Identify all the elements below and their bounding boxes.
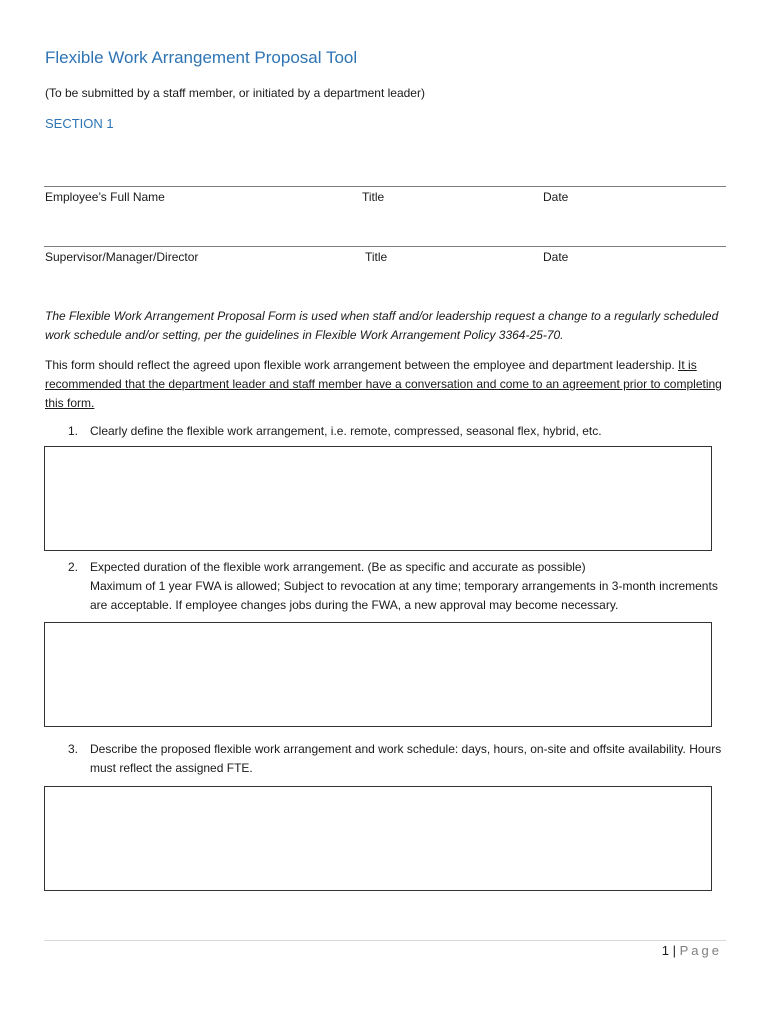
question-1-number: 1.	[68, 424, 79, 438]
employee-title-label: Title	[362, 190, 385, 204]
page-word: Page	[679, 943, 722, 958]
footer-divider	[44, 940, 726, 941]
question-2	[68, 558, 733, 615]
question-2-text: Expected duration of the flexible work arrangement. (Be as specific and accurate as possible)	[90, 560, 586, 574]
employee-date-label: Date	[543, 190, 569, 204]
signature-line-employee[interactable]	[44, 186, 726, 187]
question-2-details: Maximum of 1 year FWA is allowed; Subject to revocation at any time; temporary arrangements in 3-month increments are acceptable. If employee changes jobs during the FWA, a new approval may become necessary.	[90, 579, 718, 612]
form-title: Flexible Work Arrangement Proposal Tool	[45, 48, 358, 67]
page-footer	[662, 943, 722, 958]
answer-box-2[interactable]	[44, 622, 712, 727]
supervisor-title-label: Title	[365, 250, 388, 264]
employee-name-label: Employee’s Full Name	[45, 190, 165, 204]
question-2-number: 2.	[68, 560, 79, 574]
question-3	[68, 740, 733, 778]
question-3-text: Describe the proposed flexible work arrangement and work schedule: days, hours, on-site and offsite availability. Hours must reflect the assigned FTE.	[90, 742, 722, 775]
footer-separator: |	[672, 943, 676, 958]
answer-box-3[interactable]	[44, 786, 712, 891]
section-heading: SECTION 1	[45, 116, 114, 131]
question-3-number: 3.	[68, 742, 79, 756]
answer-box-1[interactable]	[44, 446, 712, 551]
signature-line-supervisor[interactable]	[44, 246, 726, 247]
intro-paragraph: The Flexible Work Arrangement Proposal Form is used when staff and/or leadership request a change to a regularly scheduled work schedule and/or setting, per the guidelines in Flexible Work Arrangement Policy 3364-25-70.	[45, 309, 719, 342]
form-subtitle: (To be submitted by a staff member, or initiated by a department leader)	[45, 86, 425, 100]
guidance-plain-text: This form should reflect the agreed upon flexible work arrangement between the employee and department leadership.	[45, 358, 675, 372]
question-1-text: Clearly define the flexible work arrangement, i.e. remote, compressed, seasonal flex, hybrid, etc.	[90, 424, 602, 438]
guidance-paragraph	[45, 356, 735, 413]
question-1	[68, 422, 733, 441]
supervisor-date-label: Date	[543, 250, 569, 264]
page-number: 1	[661, 943, 669, 958]
guidance-underlined-text: It is recommended that the department leader and staff member have a conversation and come to an agreement prior to completing this form.	[45, 358, 722, 410]
supervisor-name-label: Supervisor/Manager/Director	[45, 250, 199, 264]
